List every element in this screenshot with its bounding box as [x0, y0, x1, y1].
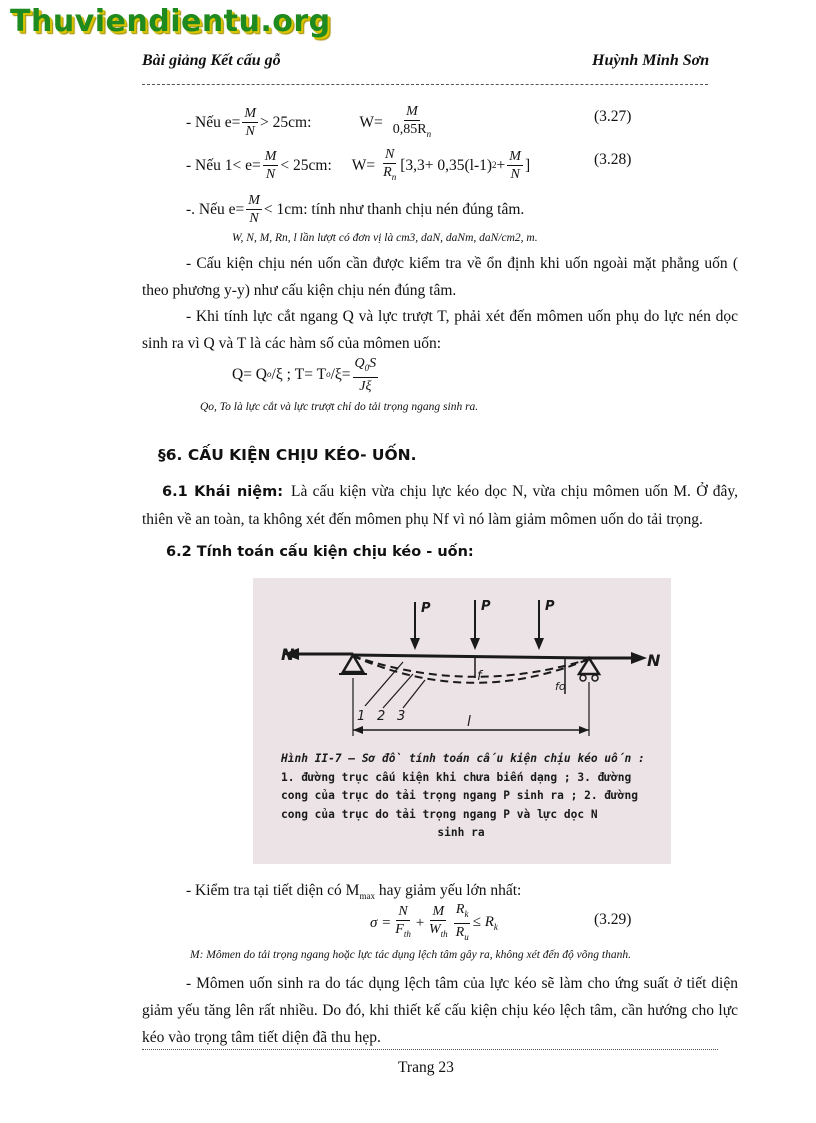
- fraction-n-fth: $\frac{N}{F_{th}}$: [395, 904, 411, 940]
- eq-w: W=: [359, 114, 383, 132]
- label-2: 2: [377, 709, 386, 724]
- section-6-1-title: 6.1 Khái niệm:: [162, 484, 284, 500]
- fraction-e: $\frac{M}{N}$: [244, 106, 257, 140]
- equation-qt: [232, 355, 380, 395]
- units-note: W, N, M, Rn, l lần lượt có đơn vị là cm3, daN, daNm, daN/cm2, m.: [232, 232, 538, 244]
- eq-bracket-close: ]: [524, 157, 531, 175]
- paragraph-stability: - Cấu kiện chịu nén uốn cần được kiểm tra về ổn định khi uốn ngoài mặt phẳng uốn ( theo phương y-y) như cấu kiện chịu nén đúng tâm.: [142, 255, 738, 299]
- label-f: f: [477, 669, 482, 684]
- eq-rest: < 1cm: tính như thanh chịu nén đúng tâm.: [263, 201, 525, 218]
- label-span-l: l: [467, 714, 471, 730]
- eq-text: -. Nếu e=: [186, 201, 245, 218]
- eq-tag-3-27: (3.27): [594, 108, 632, 125]
- eq-condition: < 25cm:: [280, 157, 332, 175]
- label-n-left: N: [281, 645, 295, 664]
- eq-text: - Nếu 1< e=: [186, 157, 261, 175]
- eq-bracket: [3,3+ 0,35(l-1): [400, 157, 493, 175]
- axial-arrowhead-right: [631, 652, 647, 664]
- fraction-e: $\frac{M}{N}$: [248, 193, 260, 226]
- caption-line: cong của trục do tải trọng ngang P sinh ra ; 2. đường: [281, 789, 638, 802]
- eq-tag-3-29: (3.29): [594, 911, 632, 928]
- caption-line: 1. đường trục cấu kiện khi chưa biến dạng ; 3. đường: [281, 770, 632, 784]
- fraction-mn: $\frac{M}{N}$: [509, 149, 521, 183]
- eq-sub: o: [326, 369, 331, 380]
- label-p-3: P: [545, 599, 555, 614]
- support-right: [579, 658, 599, 674]
- equation-3-27: [186, 103, 435, 143]
- section-6-2-heading: 6.2 Tính toán cấu kiện chịu kéo - uốn:: [166, 544, 474, 560]
- check-rest: hay giảm yếu lớn nhất:: [374, 882, 522, 899]
- label-p-2: P: [481, 599, 491, 614]
- header-divider: [142, 84, 708, 85]
- m-note: M: Mômen do tải trọng ngang hoặc lực tác dụng lệch tâm gây ra, không xét đến độ võng thanh.: [190, 949, 631, 961]
- equation-3-28: [186, 146, 530, 186]
- eq-sub: o: [267, 369, 272, 380]
- label-p-1: P: [421, 601, 431, 616]
- caption-line: Hình II-7 — Sơ đồ tính toán cấu kiện chịu kéo uốn :: [281, 752, 645, 765]
- eq-w: W=: [351, 157, 376, 175]
- fraction-e: $\frac{M}{N}$: [264, 149, 277, 183]
- eq-q: Q= Q: [232, 366, 268, 384]
- eq-condition: > 25cm:: [260, 114, 312, 132]
- paragraph-shear: - Khi tính lực cắt ngang Q và lực trượt T, phải xét đến mômen uốn phụ do lực nén dọc sinh ra vì Q và T là các hàm số của mômen uốn:: [142, 308, 738, 352]
- fraction-w: $\frac{N}{R_n}$: [383, 147, 397, 182]
- eq-q-rest: /ξ ; T= T: [271, 366, 327, 384]
- caption-line: cong của trục do tải trọng ngang P và lực dọc N: [281, 807, 598, 821]
- header-course-title: Bài giảng Kết cấu gỗ: [142, 52, 281, 69]
- equation-3-29: σ = $\frac{N}{F_{th}}$ + $\frac{M}{W_{th}}$ $\frac{R_k}{R_u}$ ≤ $R_k$: [370, 901, 498, 946]
- fraction-m-wth: $\frac{M}{W_{th}}$: [428, 904, 448, 940]
- section-6-1: [142, 478, 738, 533]
- fraction-w: $\frac{M}{0,85R_n}$: [392, 104, 432, 139]
- eq-tag-3-28: (3.28): [594, 151, 632, 168]
- footer-divider: [142, 1049, 718, 1050]
- fraction-rk-ru: $\frac{R_k}{R_u}$: [455, 902, 469, 942]
- qt-note: Qo, To là lực cắt và lực trượt chỉ do tải trọng ngang sinh ra.: [200, 401, 479, 413]
- paragraph-eccentric-tension: - Mômen uốn sinh ra do tác dụng lệch tâm của lực kéo sẽ làm cho ứng suất ở tiết diện giảm yếu tăng lên rất nhiều. Do đó, khi thiết kế cấu kiện chịu kéo lệch tâm, cần hướng cho lực kéo vào trọng tâm tiết diện đã thu hẹp.: [142, 975, 738, 1046]
- equation-centric: [186, 192, 524, 227]
- section-6-1-text: Là cấu kiện vừa chịu lực kéo dọc N, vừa chịu mômen uốn M. Ở đây, thiên về an toàn, ta không xét đến mômen phụ Nf vì nó làm giảm mômen uốn do tải trọng.: [142, 483, 738, 528]
- beam-axis: [353, 655, 589, 658]
- eq-text: - Nếu e=: [186, 114, 241, 132]
- figure-caption: [281, 750, 667, 843]
- label-n-right: N: [647, 651, 661, 670]
- label-fo: fo: [555, 680, 566, 693]
- site-logo[interactable]: Thuviendientu.org: [10, 4, 331, 39]
- figure-beam-diagram: [253, 578, 671, 864]
- caption-line: sinh ra: [437, 826, 485, 839]
- eq-t-rest: /ξ=: [330, 366, 351, 384]
- label-3: 3: [397, 709, 406, 724]
- label-1: 1: [357, 709, 366, 724]
- check-text: - Kiểm tra tại tiết diện có M: [186, 882, 360, 899]
- section-6-heading: §6. CẤU KIỆN CHỊU KÉO- UỐN.: [158, 446, 417, 464]
- header-author: Huỳnh Minh Sơn: [592, 52, 710, 69]
- eq-plus: +: [496, 157, 506, 175]
- eq-sup: 2: [492, 160, 497, 171]
- page-number: Trang 23: [398, 1059, 454, 1076]
- deflection-curve-2: [353, 656, 589, 677]
- check-sub: max: [359, 891, 375, 902]
- fraction-qs: $\frac{Q_0S}{J\xi}$: [354, 356, 377, 394]
